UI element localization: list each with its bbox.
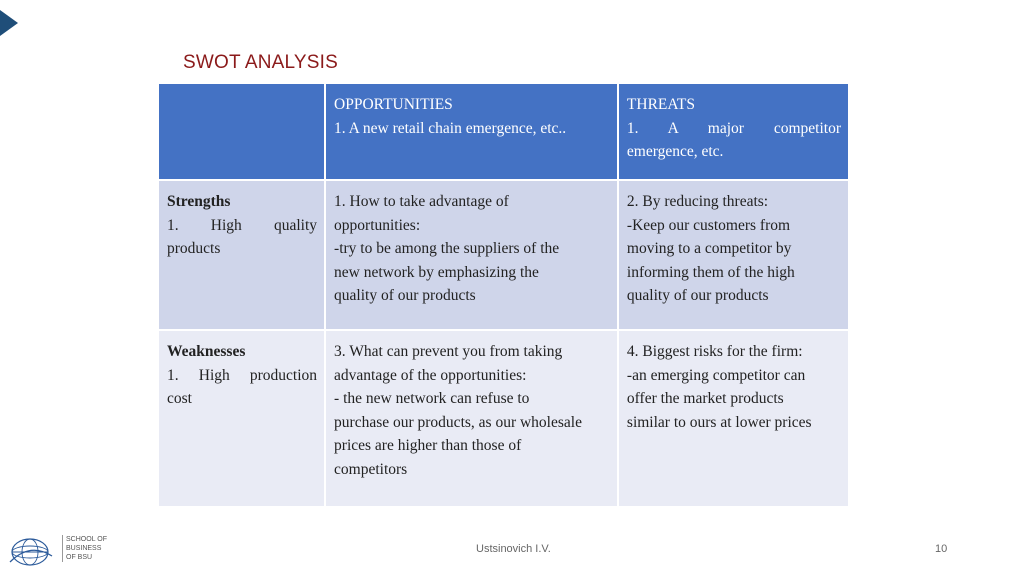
logo-line: SCHOOL OF (66, 536, 107, 543)
corner-arrow-icon (0, 10, 18, 36)
logo-line: BUSINESS (66, 545, 102, 552)
strengths-line-1: 1. High quality (167, 216, 318, 234)
weaknesses-row (158, 330, 849, 507)
st-line: moving to a competitor by (626, 240, 792, 257)
so-line: opportunities: (334, 216, 421, 234)
opportunities-text: 1. A new retail chain emergence, etc.. (334, 119, 567, 137)
weaknesses-line-1: 1. High production (167, 366, 318, 384)
page-number: 10 (935, 543, 948, 555)
slide-title: SWOT ANALYSIS (183, 52, 338, 73)
wo-line: competitors (334, 460, 408, 478)
st-line: informing them of the high (626, 263, 795, 281)
wt-line: 4. Biggest risks for the firm: (626, 343, 803, 360)
threats-text-line-1: 1. A major competitor (626, 119, 841, 137)
so-line: quality of our products (334, 287, 476, 304)
strengths-line-2: products (167, 240, 221, 257)
st-line: -Keep our customers from (626, 216, 791, 234)
wo-line: purchase our products, as our wholesale (334, 413, 582, 431)
wt-line: similar to ours at lower prices (626, 413, 812, 431)
swot-table (157, 82, 850, 508)
threats-text-line-2: emergence, etc. (626, 143, 724, 160)
wo-cell (325, 330, 618, 507)
strengths-label: Strengths (167, 193, 231, 210)
st-cell (618, 180, 849, 330)
weaknesses-label-cell (158, 330, 325, 507)
wt-line: offer the market products (626, 390, 784, 407)
logo-line: OF BSU (66, 554, 93, 561)
opportunities-header-cell (325, 83, 618, 180)
wo-line: advantage of the opportunities: (334, 366, 527, 384)
table-header-row (158, 83, 849, 180)
so-cell (325, 180, 618, 330)
wo-line: 3. What can prevent you from taking (334, 343, 563, 360)
so-line: -try to be among the suppliers of the (334, 240, 560, 257)
wt-line: -an emerging competitor can (626, 366, 806, 384)
weaknesses-label: Weaknesses (167, 343, 246, 360)
logo-text (62, 535, 107, 562)
opportunities-title: OPPORTUNITIES (334, 96, 453, 113)
strengths-row (158, 180, 849, 330)
threats-title: THREATS (626, 96, 695, 113)
weaknesses-line-2: cost (167, 390, 192, 407)
wt-cell (618, 330, 849, 507)
wo-line: - the new network can refuse to (334, 390, 530, 407)
so-line: 1. How to take advantage of (334, 193, 509, 210)
threats-header-cell (618, 83, 849, 180)
so-line: new network by emphasizing the (334, 263, 539, 281)
header-empty-cell (158, 83, 325, 180)
strengths-label-cell (158, 180, 325, 330)
st-line: quality of our products (626, 287, 769, 304)
wo-line: prices are higher than those of (334, 437, 522, 454)
st-line: 2. By reducing threats: (626, 193, 769, 210)
footer-author: Ustsinovich I.V. (476, 543, 551, 555)
